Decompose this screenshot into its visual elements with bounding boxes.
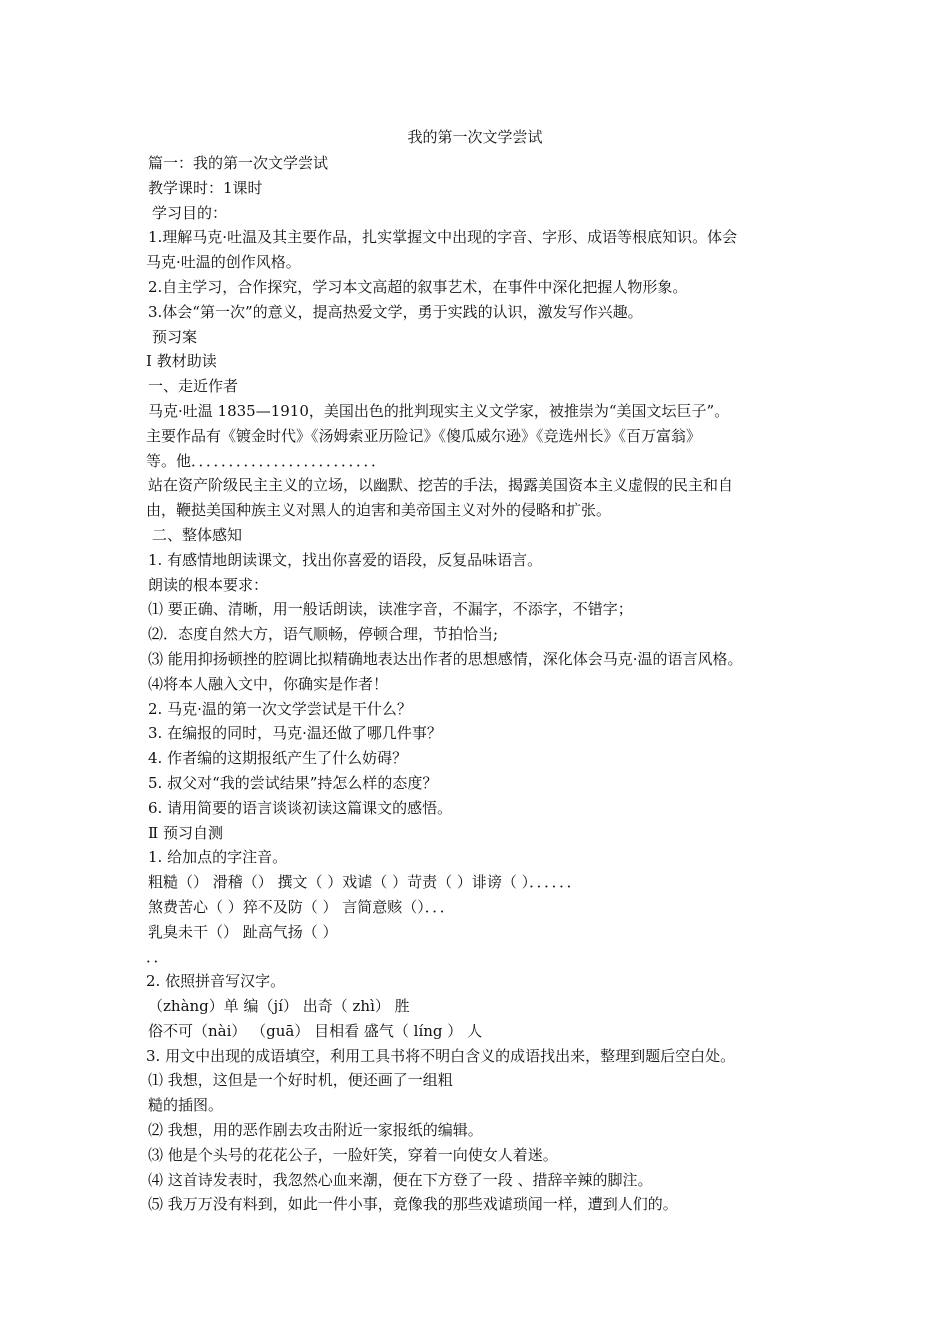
question-line: 2. 依照拼音写汉字。: [146, 972, 286, 991]
text-line: 由，鞭挞美国种族主义对黑人的迫害和美帝国主义对外的侵略和扩张。: [146, 501, 612, 520]
exercise-line: ⑶ 他是个头号的花花公子，一脸奸笑，穿着一向使女人着迷。: [148, 1145, 558, 1164]
exercise-line: ．．: [146, 947, 169, 966]
text-line: ⑵．态度自然大方，语气顺畅，停顿合理，节拍恰当;: [148, 625, 499, 644]
text-line: ⑶ 能用抑扬顿挫的腔调比拟精确地表达出作者的思想感情，深化体会马克·温的语言风格。: [148, 649, 743, 668]
exercise-line: ⑸ 我万万没有料到，如此一件小事，竟像我的那些戏谑琐闻一样，遭到人们的。: [148, 1195, 678, 1214]
exercise-line: 煞费苦心（ ）猝不及防（ ） 言简意赅（）．．．: [148, 897, 455, 916]
text-line: 2.自主学习，合作探究，学习本文高超的叙事艺术，在事件中深化把握人物形象。: [148, 277, 688, 296]
exercise-line: ⑵ 我想，用的恶作剧去攻击附近一家报纸的编辑。: [148, 1121, 483, 1140]
exercise-line: 糙的插图。: [148, 1096, 224, 1115]
section-heading: Ⅱ 预习自测: [148, 823, 223, 842]
document-body: [146, 151, 836, 1217]
text-line: 篇一：我的第一次文学尝试: [148, 154, 329, 172]
question-line: 6. 请用简要的语言谈谈初读这篇课文的感悟。: [148, 798, 453, 817]
exercise-line: ⑴ 我想，这但是一个好时机，便还画了一组粗: [148, 1071, 453, 1090]
question-line: 3. 在编报的同时，马克·温还做了哪几件事？: [148, 724, 442, 743]
document-title: 我的第一次文学尝试: [407, 128, 543, 146]
text-line: 马克·吐温 1835—1910，美国出色的批判现实主义文学家，被推崇为“美国文坛巨子”。: [148, 401, 730, 420]
text-line: 朗读的根本要求：: [148, 575, 269, 594]
exercise-line: 粗糙（） 滑稽（） 撰文（ ）戏谑（ ）苛责（ ）诽谤（ ）．．．．．．: [148, 873, 582, 892]
text-line: 预习案: [152, 327, 198, 346]
section-heading: 二、整体感知: [152, 525, 243, 544]
exercise-line: ⑷ 这首诗发表时，我忽然心血来潮，便在下方登了一段 、措辞辛辣的脚注。: [148, 1170, 653, 1189]
text-line: 教学课时：1课时: [148, 178, 263, 197]
question-line: 3. 用文中出现的成语填空，利用工具书将不明白含义的成语找出来，整理到题后空白处。: [146, 1046, 736, 1065]
exercise-line: （zhàng）单 编（jí） 出奇（ zhì） 胜: [148, 997, 410, 1016]
text-line: 主要作品有《镀金时代》《汤姆索亚历险记》《傻瓜威尔逊》《竞选州长》《百万富翁》: [146, 426, 702, 445]
text-line: 3.体会“第一次”的意义，提高热爱文学，勇于实践的认识，激发写作兴趣。: [148, 302, 643, 321]
question-line: 5. 叔父对“我的尝试结果”持怎么样的态度？: [148, 773, 438, 792]
text-line: 马克·吐温的创作风格。: [146, 253, 301, 272]
exercise-line: 俗不可（nài） （guā） 目相看 盛气（ líng ） 人: [148, 1021, 483, 1040]
text-line: 1.理解马克·吐温及其主要作品，扎实掌握文中出现的字音、字形、成语等根底知识。体会: [148, 228, 738, 247]
text-line: 1. 有感情地朗读课文，找出你喜爱的语段，反复品味语言。: [148, 550, 543, 569]
text-line: 等。他．．．．．．．．．．．．．．．．．．．．．．．．．: [146, 451, 387, 470]
section-heading: Ⅰ 教材助读: [146, 352, 217, 371]
question-line: 1. 给加点的字注音。: [148, 848, 288, 867]
text-line: 学习目的：: [152, 203, 228, 222]
question-line: 4. 作者编的这期报纸产生了什么妨碍？: [148, 749, 408, 768]
text-line: ⑷将本人融入文中，你确实是作者！: [148, 674, 389, 693]
question-line: 2. 马克·温的第一次文学尝试是干什么？: [148, 699, 412, 718]
text-line: ⑴ 要正确、清晰，用一般话朗读，读准字音，不漏字，不添字，不错字；: [148, 600, 633, 619]
exercise-line: 乳臭未干（） 趾高气扬（ ）: [148, 922, 338, 941]
text-line: 站在资产阶级民主主义的立场，以幽默、挖苦的手法，揭露美国资本主义虚假的民主和自: [148, 476, 734, 495]
section-heading: 一、走近作者: [148, 377, 239, 396]
